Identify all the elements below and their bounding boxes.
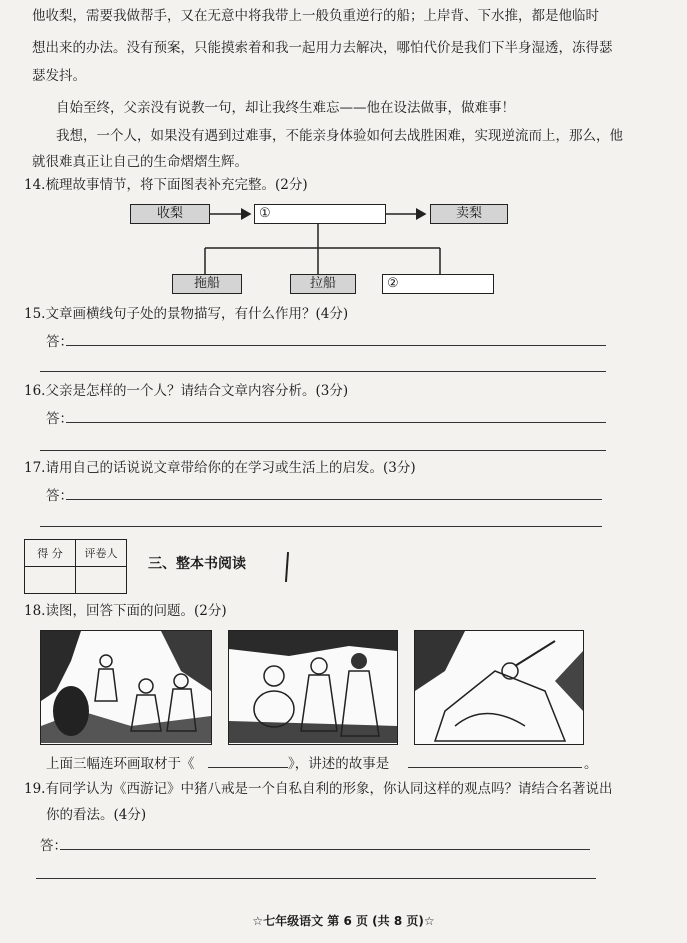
- flow-box-tuochuan: 拖船: [172, 274, 242, 294]
- answer-line-17b[interactable]: [40, 526, 602, 527]
- score-cell[interactable]: [25, 567, 76, 594]
- comic-illustration-3: [415, 631, 583, 743]
- grader-cell[interactable]: [76, 567, 127, 594]
- answer-line-15b[interactable]: [40, 371, 606, 372]
- answer-line-19b[interactable]: [36, 878, 596, 879]
- answer-label-15: 答：: [46, 334, 73, 350]
- flow-box-shouli: 收梨: [130, 204, 210, 224]
- question-18: 18.读图，回答下面的问题。(2分): [24, 603, 227, 619]
- question-17: 17.请用自己的话说说文章带给你的在学习或生活上的启发。(3分): [24, 460, 416, 476]
- flow-box-maili: 卖梨: [430, 204, 508, 224]
- answer-label-17: 答：: [46, 488, 73, 504]
- passage-line: 他收梨，需要我做帮手，又在无意中将我带上一般负重逆行的船；上岸背、下水推，都是他临时: [32, 8, 599, 24]
- q18-fill-end: 。: [584, 756, 598, 772]
- passage-line: 自始至终，父亲没有说教一句，却让我终生难忘——他在设法做事，做难事！: [56, 100, 515, 116]
- section-title: 三、整本书阅读: [148, 556, 246, 572]
- comic-panel-3: [414, 630, 584, 745]
- answer-line-16b[interactable]: [40, 450, 606, 451]
- q18-fill-prefix: 上面三幅连环画取材于《: [46, 756, 195, 772]
- grader-header: 评卷人: [76, 540, 127, 567]
- answer-label-19: 答：: [40, 838, 67, 854]
- answer-line-15a[interactable]: [66, 345, 606, 346]
- question-19-line1: 19.有同学认为《西游记》中猪八戒是一个自私自利的形象，你认同这样的观点吗？请结合名著说出: [24, 781, 613, 797]
- q18-fill-middle: 》，讲述的故事是: [288, 756, 390, 772]
- question-15: 15.文章画横线句子处的景物描写，有什么作用？(4分): [24, 306, 349, 322]
- answer-line-16a[interactable]: [66, 422, 606, 423]
- flow-box-blank-2[interactable]: [382, 274, 494, 294]
- score-table: [24, 539, 127, 594]
- answer-label-16: 答：: [46, 411, 73, 427]
- question-19-line2: 你的看法。(4分): [46, 807, 147, 823]
- q18-blank-story[interactable]: [408, 767, 582, 768]
- question-16: 16.父亲是怎样的一个人？请结合文章内容分析。(3分): [24, 383, 349, 399]
- comic-panel-1: [40, 630, 212, 745]
- question-14: 14.梳理故事情节，将下面图表补充完整。(2分): [24, 177, 308, 193]
- comic-illustration-2: [229, 631, 397, 743]
- passage-line: 瑟发抖。: [32, 68, 86, 84]
- answer-line-19a[interactable]: [60, 849, 590, 850]
- q18-blank-book[interactable]: [208, 767, 288, 768]
- flow-blank-2-label: ②: [387, 276, 399, 291]
- passage-line: 我想，一个人，如果没有遇到过难事，不能亲身体验如何去战胜困难，实现逆流而上，那么，他: [56, 128, 623, 144]
- score-header: 得 分: [25, 540, 76, 567]
- comic-illustration-1: [41, 631, 211, 743]
- comic-panel-2: [228, 630, 398, 745]
- flow-box-lachuan: 拉船: [290, 274, 356, 294]
- flow-box-blank-1[interactable]: [254, 204, 386, 224]
- flow-blank-1-label: ①: [259, 206, 271, 221]
- answer-line-17a[interactable]: [66, 499, 602, 500]
- passage-line: 就很难真正让自己的生命熠熠生辉。: [32, 154, 248, 170]
- page-footer: ☆七年级语文 第 6 页 (共 8 页)☆: [252, 914, 435, 928]
- passage-line: 想出来的办法。没有预案，只能摸索着和我一起用力去解决，哪怕代价是我们下半身湿透，冻得瑟: [32, 40, 613, 56]
